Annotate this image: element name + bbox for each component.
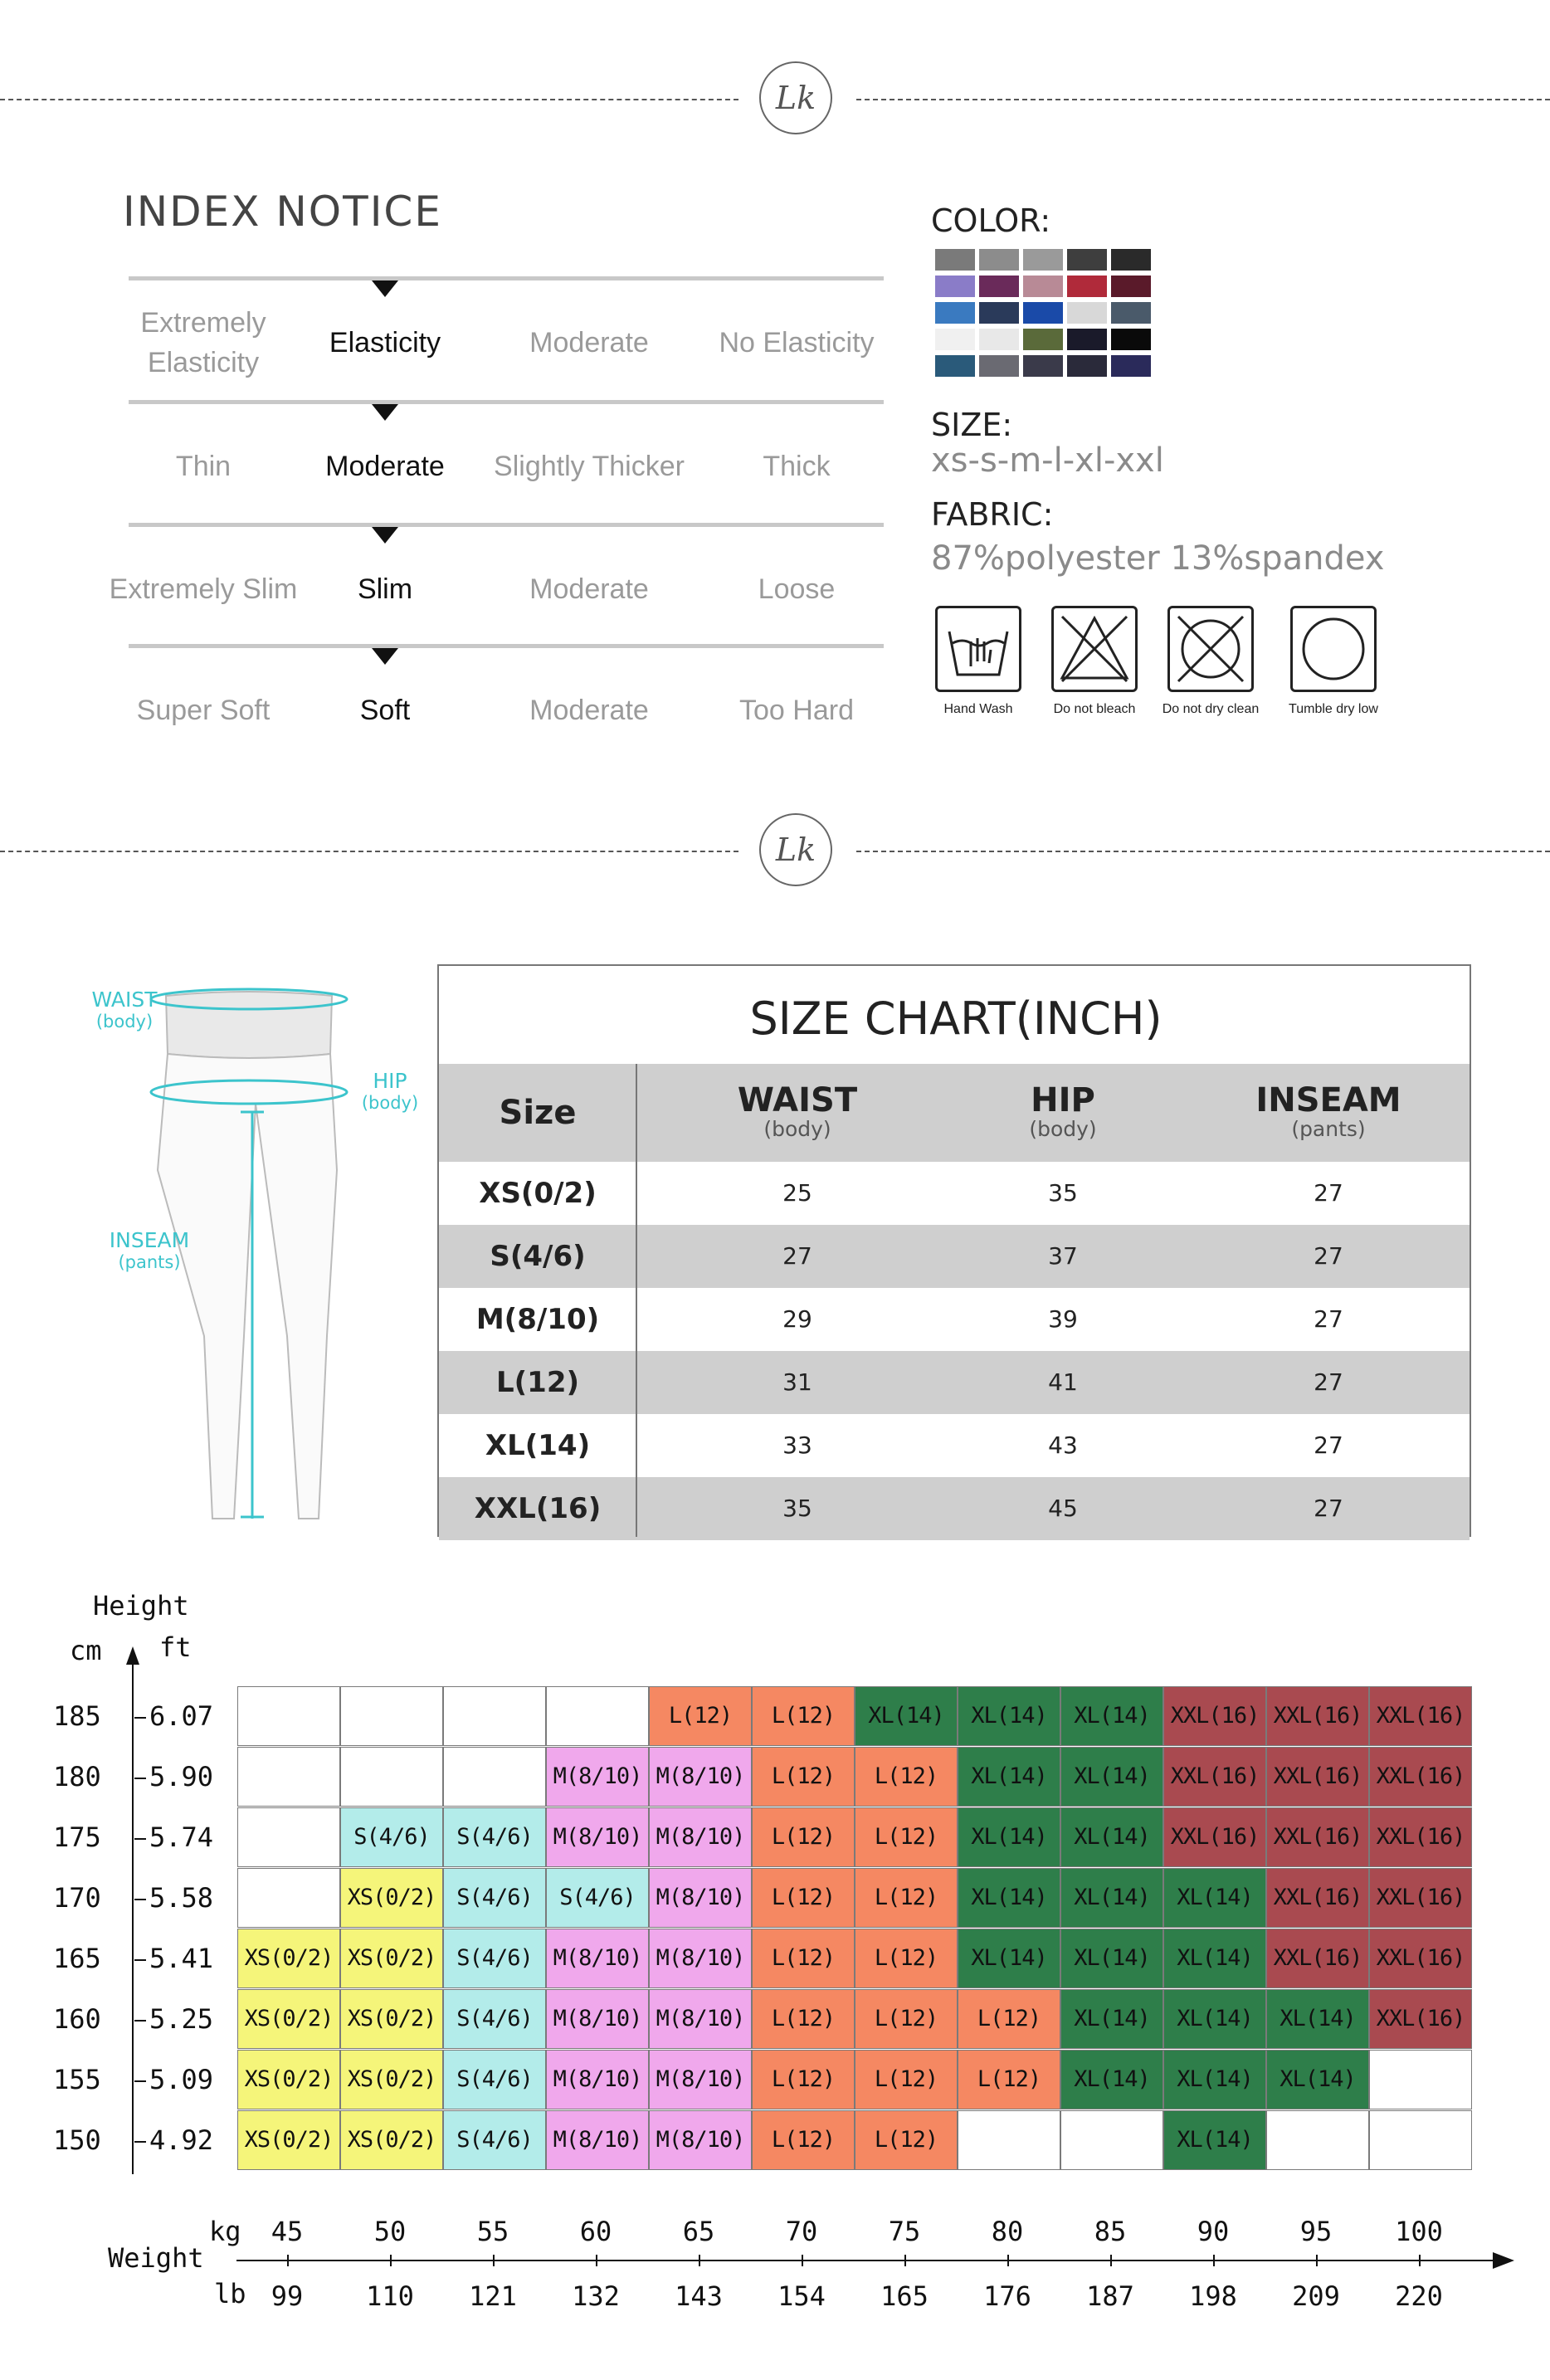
divider-right-2 xyxy=(856,851,1550,852)
header-size: Size xyxy=(499,1094,577,1132)
fit-cell: M(8/10) xyxy=(649,2050,752,2109)
fit-cell: S(4/6) xyxy=(443,2050,546,2109)
fit-cell: XL(14) xyxy=(1163,1868,1266,1928)
selected-marker-icon xyxy=(372,404,398,421)
fit-cell: XL(14) xyxy=(1163,2110,1266,2170)
weight-tick-mark xyxy=(596,2255,597,2266)
fit-cell: S(4/6) xyxy=(443,2110,546,2170)
fit-cell: XL(14) xyxy=(1060,1989,1163,2049)
care-label-3: Tumble dry low xyxy=(1289,702,1378,716)
height-tick-mark xyxy=(134,2141,146,2143)
color-swatch[interactable] xyxy=(935,276,975,297)
fit-cell: XL(14) xyxy=(1163,1989,1266,2049)
fit-cell: L(12) xyxy=(752,1807,855,1867)
waist-cell: 25 xyxy=(782,1179,812,1207)
fit-cell xyxy=(1369,2050,1472,2109)
size-cell: S(4/6) xyxy=(490,1240,586,1273)
fit-cell: L(12) xyxy=(855,1868,958,1928)
brand-logo: Lk xyxy=(759,61,832,134)
weight-kg-tick: 90 xyxy=(1197,2216,1230,2247)
weight-tick-mark xyxy=(1213,2255,1215,2266)
fit-cell xyxy=(237,1807,340,1867)
index-option: Moderate xyxy=(529,327,649,358)
fit-cell: XS(0/2) xyxy=(237,2110,340,2170)
ft-label: ft xyxy=(159,1631,192,1663)
fit-cell: M(8/10) xyxy=(546,1747,649,1807)
waist-cell: 35 xyxy=(782,1495,812,1522)
index-row-line xyxy=(129,523,884,527)
fit-cell: L(12) xyxy=(855,1807,958,1867)
size-chart-header xyxy=(439,1064,1470,1162)
color-swatch[interactable] xyxy=(1023,355,1063,377)
weight-lb-tick: 165 xyxy=(880,2280,929,2312)
color-swatch[interactable] xyxy=(1067,355,1107,377)
height-axis-label: Height xyxy=(93,1590,189,1622)
fit-cell: L(12) xyxy=(958,1989,1060,2049)
inseam-cell: 27 xyxy=(1314,1179,1343,1207)
fit-cell xyxy=(958,2110,1060,2170)
weight-kg-tick: 75 xyxy=(888,2216,921,2247)
do-not-dry-clean-icon xyxy=(1167,606,1254,692)
weight-kg-tick: 70 xyxy=(785,2216,818,2247)
fit-cell: XL(14) xyxy=(1060,1686,1163,1746)
fit-cell: XXL(16) xyxy=(1163,1747,1266,1807)
fit-cell xyxy=(237,1747,340,1807)
color-swatch[interactable] xyxy=(935,355,975,377)
fit-cell: L(12) xyxy=(855,1929,958,1988)
size-chart-row xyxy=(439,1162,1470,1225)
fit-cell: L(12) xyxy=(855,2110,958,2170)
brand-logo-2: Lk xyxy=(759,813,832,886)
fit-cell: M(8/10) xyxy=(649,1747,752,1807)
fit-cell: XXL(16) xyxy=(1163,1807,1266,1867)
hip-cell: 35 xyxy=(1048,1179,1078,1207)
fit-cell: XL(14) xyxy=(958,1868,1060,1928)
divider-left-2 xyxy=(0,851,738,852)
weight-lb-tick: 154 xyxy=(777,2280,826,2312)
size-chart-row xyxy=(439,1288,1470,1351)
color-swatch[interactable] xyxy=(1067,249,1107,271)
cm-label: cm xyxy=(70,1635,102,1666)
index-notice-title: INDEX NOTICE xyxy=(123,188,442,236)
index-option: Slightly Thicker xyxy=(494,451,685,482)
fit-cell: M(8/10) xyxy=(546,2050,649,2109)
fit-cell: XS(0/2) xyxy=(237,1929,340,1988)
fit-cell: XL(14) xyxy=(958,1807,1060,1867)
fit-cell: XXL(16) xyxy=(1369,1989,1472,2049)
color-swatch[interactable] xyxy=(935,329,975,350)
selected-marker-icon xyxy=(372,527,398,544)
weight-lb-tick: 220 xyxy=(1395,2280,1443,2312)
fit-cell: L(12) xyxy=(855,2050,958,2109)
fit-cell: XXL(16) xyxy=(1163,1686,1266,1746)
fit-cell: M(8/10) xyxy=(546,1989,649,2049)
height-cm-tick: 185 xyxy=(53,1700,101,1732)
fit-cell: XXL(16) xyxy=(1369,1929,1472,1988)
weight-lb-tick: 99 xyxy=(271,2280,304,2312)
height-cm-tick: 160 xyxy=(53,2002,101,2035)
weight-tick-mark xyxy=(1316,2255,1318,2266)
inseam-cell: 27 xyxy=(1314,1368,1343,1396)
inseam-cell: 27 xyxy=(1314,1431,1343,1459)
weight-tick-mark xyxy=(287,2255,289,2266)
height-ft-tick: 5.90 xyxy=(149,1760,214,1792)
color-swatch[interactable] xyxy=(979,302,1019,324)
fit-cell: XS(0/2) xyxy=(340,1989,443,2049)
fit-cell xyxy=(443,1747,546,1807)
fit-cell: M(8/10) xyxy=(546,1807,649,1867)
size-chart-row xyxy=(439,1477,1470,1540)
selected-marker-icon xyxy=(372,648,398,665)
fit-cell xyxy=(1369,2110,1472,2170)
fit-cell: XL(14) xyxy=(1266,1989,1369,2049)
color-swatch[interactable] xyxy=(1023,276,1063,297)
fit-cell: XXL(16) xyxy=(1266,1807,1369,1867)
weight-kg-tick: 50 xyxy=(373,2216,407,2247)
weight-axis xyxy=(236,2249,1518,2274)
color-swatch[interactable] xyxy=(1023,329,1063,350)
fit-cell: XL(14) xyxy=(1163,2050,1266,2109)
size-label: SIZE: xyxy=(931,407,1013,443)
waist-cell: 33 xyxy=(782,1431,812,1459)
size-chart-row xyxy=(439,1225,1470,1288)
color-swatch[interactable] xyxy=(935,249,975,271)
index-option: Extremely Slim xyxy=(109,573,298,605)
height-ft-tick: 5.09 xyxy=(149,2063,214,2095)
fit-cell: M(8/10) xyxy=(649,1929,752,1988)
weight-tick-mark xyxy=(1007,2255,1009,2266)
fit-cell: L(12) xyxy=(752,1868,855,1928)
fit-cell: S(4/6) xyxy=(443,1989,546,2049)
index-option: Too Hard xyxy=(739,695,854,726)
height-ft-tick: 5.74 xyxy=(149,1821,214,1853)
fit-cell: XXL(16) xyxy=(1266,1747,1369,1807)
weight-kg-tick: 60 xyxy=(579,2216,612,2247)
weight-kg-tick: 100 xyxy=(1395,2216,1443,2247)
index-option: Thick xyxy=(763,451,831,482)
color-swatch[interactable] xyxy=(979,329,1019,350)
weight-tick-mark xyxy=(1110,2255,1112,2266)
fit-cell: XXL(16) xyxy=(1266,1868,1369,1928)
fit-cell: S(4/6) xyxy=(546,1868,649,1928)
waist-cell: 31 xyxy=(782,1368,812,1396)
weight-lb-tick: 121 xyxy=(469,2280,517,2312)
weight-kg-tick: 45 xyxy=(271,2216,304,2247)
kg-label: kg xyxy=(209,2216,241,2247)
fit-cell: L(12) xyxy=(752,2050,855,2109)
fit-cell: L(12) xyxy=(752,1929,855,1988)
fit-cell: L(12) xyxy=(958,2050,1060,2109)
height-cm-tick: 165 xyxy=(53,1942,101,1974)
fit-cell: XL(14) xyxy=(1060,1929,1163,1988)
index-option: Moderate xyxy=(529,695,649,726)
weight-kg-tick: 65 xyxy=(682,2216,715,2247)
color-swatch[interactable] xyxy=(1111,249,1151,271)
inseam-label: INSEAM (pants) xyxy=(109,1228,190,1272)
color-swatch[interactable] xyxy=(1111,329,1151,350)
fit-cell: M(8/10) xyxy=(546,1929,649,1988)
waist-label: WAIST (body) xyxy=(91,988,158,1031)
care-label-1: Do not bleach xyxy=(1053,702,1136,716)
fit-cell: XL(14) xyxy=(958,1929,1060,1988)
care-label-0: Hand Wash xyxy=(943,702,1013,716)
fit-cell xyxy=(237,1868,340,1928)
size-cell: XXL(16) xyxy=(474,1492,602,1525)
header-waist: WAIST (body) xyxy=(737,1081,858,1141)
fit-cell: XS(0/2) xyxy=(237,2050,340,2109)
weight-kg-tick: 85 xyxy=(1094,2216,1127,2247)
height-tick-mark xyxy=(134,1717,146,1719)
weight-tick-mark xyxy=(1419,2255,1421,2266)
care-label-2: Do not dry clean xyxy=(1162,702,1260,716)
height-tick-mark xyxy=(134,2020,146,2022)
color-label: COLOR: xyxy=(931,202,1051,239)
weight-lb-tick: 187 xyxy=(1086,2280,1134,2312)
fabric-value: 87%polyester 13%spandex xyxy=(931,539,1385,578)
fit-cell: XL(14) xyxy=(1060,1868,1163,1928)
height-cm-tick: 155 xyxy=(53,2063,101,2095)
height-ft-tick: 4.92 xyxy=(149,2124,214,2156)
height-tick-mark xyxy=(134,1959,146,1961)
weight-lb-tick: 143 xyxy=(675,2280,723,2312)
index-option: Soft xyxy=(359,695,411,726)
height-tick-mark xyxy=(134,1838,146,1840)
fit-cell: XXL(16) xyxy=(1369,1868,1472,1928)
fit-cell xyxy=(1060,2110,1163,2170)
height-cm-tick: 180 xyxy=(53,1760,101,1792)
fit-cell: XS(0/2) xyxy=(340,1929,443,1988)
size-chart-row xyxy=(439,1414,1470,1477)
hand-wash-icon xyxy=(935,606,1021,692)
index-option: Moderate xyxy=(325,451,445,482)
fit-cell: L(12) xyxy=(649,1686,752,1746)
fit-cell: XS(0/2) xyxy=(340,1868,443,1928)
fit-cell: M(8/10) xyxy=(649,1989,752,2049)
color-swatch[interactable] xyxy=(979,276,1019,297)
index-option: Moderate xyxy=(529,573,649,605)
fit-cell: L(12) xyxy=(752,1989,855,2049)
weight-tick-mark xyxy=(390,2255,392,2266)
size-chart-title: SIZE CHART(INCH) xyxy=(749,992,1162,1045)
fit-cell: L(12) xyxy=(752,2110,855,2170)
divider-right xyxy=(856,99,1550,100)
color-swatch[interactable] xyxy=(1111,355,1151,377)
color-swatch[interactable] xyxy=(979,249,1019,271)
hip-cell: 39 xyxy=(1048,1305,1078,1333)
weight-tick-mark xyxy=(493,2255,495,2266)
fit-cell: XL(14) xyxy=(1060,1747,1163,1807)
fit-cell: S(4/6) xyxy=(443,1929,546,1988)
weight-kg-tick: 80 xyxy=(991,2216,1024,2247)
fit-cell: S(4/6) xyxy=(340,1807,443,1867)
size-cell: M(8/10) xyxy=(475,1303,600,1336)
fit-cell: XS(0/2) xyxy=(340,2110,443,2170)
color-swatch[interactable] xyxy=(1067,302,1107,324)
size-value: xs-s-m-l-xl-xxl xyxy=(931,441,1164,480)
hip-cell: 45 xyxy=(1048,1495,1078,1522)
fit-cell: S(4/6) xyxy=(443,1868,546,1928)
fit-cell: XXL(16) xyxy=(1369,1686,1472,1746)
fit-cell: XL(14) xyxy=(958,1747,1060,1807)
color-swatch[interactable] xyxy=(935,302,975,324)
fit-cell: M(8/10) xyxy=(546,2110,649,2170)
index-option: Elasticity xyxy=(329,327,441,358)
index-option: No Elasticity xyxy=(719,327,875,358)
color-swatch[interactable] xyxy=(1111,276,1151,297)
weight-lb-tick: 198 xyxy=(1189,2280,1237,2312)
fit-cell xyxy=(546,1686,649,1746)
index-option: Loose xyxy=(758,573,836,605)
color-swatch[interactable] xyxy=(1067,329,1107,350)
fit-cell xyxy=(340,1747,443,1807)
height-tick-mark xyxy=(134,1778,146,1779)
size-chart-row xyxy=(439,1351,1470,1414)
height-tick-mark xyxy=(134,2080,146,2082)
height-ft-tick: 5.58 xyxy=(149,1881,214,1914)
size-cell: L(12) xyxy=(495,1366,580,1399)
fit-cell xyxy=(237,1686,340,1746)
weight-tick-mark xyxy=(802,2255,803,2266)
color-swatch[interactable] xyxy=(1023,302,1063,324)
fit-cell: XL(14) xyxy=(1163,1929,1266,1988)
selected-marker-icon xyxy=(372,280,398,297)
fit-cell: L(12) xyxy=(752,1686,855,1746)
fit-cell: XS(0/2) xyxy=(237,1989,340,2049)
fit-cell: XXL(16) xyxy=(1266,1929,1369,1988)
fit-cell: XXL(16) xyxy=(1266,1686,1369,1746)
size-chart-divider xyxy=(636,1064,637,1537)
height-cm-tick: 175 xyxy=(53,1821,101,1853)
height-axis xyxy=(124,1643,141,2174)
header-inseam: INSEAM (pants) xyxy=(1255,1081,1401,1141)
color-swatch[interactable] xyxy=(1067,276,1107,297)
fit-cell: XL(14) xyxy=(1060,1807,1163,1867)
lb-label: lb xyxy=(214,2278,246,2309)
height-cm-tick: 150 xyxy=(53,2124,101,2156)
fit-cell: XS(0/2) xyxy=(340,2050,443,2109)
hip-cell: 43 xyxy=(1048,1431,1078,1459)
inseam-cell: 27 xyxy=(1314,1305,1343,1333)
index-option: Slim xyxy=(357,573,413,605)
fit-cell: XL(14) xyxy=(1266,2050,1369,2109)
height-ft-tick: 5.41 xyxy=(149,1942,214,1974)
fit-cell: L(12) xyxy=(752,1747,855,1807)
weight-lb-tick: 176 xyxy=(983,2280,1031,2312)
fit-cell: M(8/10) xyxy=(649,1807,752,1867)
index-row-line xyxy=(129,644,884,648)
size-chart-table xyxy=(437,964,1471,1537)
fit-cell: L(12) xyxy=(855,1989,958,2049)
fit-cell: XL(14) xyxy=(958,1686,1060,1746)
fit-cell xyxy=(340,1686,443,1746)
weight-axis-label: Weight xyxy=(108,2242,204,2274)
fit-cell: XL(14) xyxy=(1060,2050,1163,2109)
fit-cell: XXL(16) xyxy=(1369,1807,1472,1867)
header-hip: HIP (body) xyxy=(1029,1081,1097,1141)
fit-cell: L(12) xyxy=(855,1747,958,1807)
divider-left xyxy=(0,99,738,100)
weight-lb-tick: 209 xyxy=(1292,2280,1340,2312)
height-tick-mark xyxy=(134,1899,146,1900)
waist-cell: 27 xyxy=(782,1242,812,1270)
waist-cell: 29 xyxy=(782,1305,812,1333)
do-not-bleach-icon xyxy=(1051,606,1138,692)
index-option: Extremely Elasticity xyxy=(140,307,266,378)
height-cm-tick: 170 xyxy=(53,1881,101,1914)
weight-tick-mark xyxy=(904,2255,906,2266)
weight-kg-tick: 95 xyxy=(1299,2216,1333,2247)
color-swatch[interactable] xyxy=(1023,249,1063,271)
height-ft-tick: 5.25 xyxy=(149,2002,214,2035)
color-swatch[interactable] xyxy=(979,355,1019,377)
fit-cell xyxy=(443,1686,546,1746)
fit-cell: XXL(16) xyxy=(1369,1747,1472,1807)
hip-cell: 37 xyxy=(1048,1242,1078,1270)
weight-tick-mark xyxy=(699,2255,700,2266)
index-row-line xyxy=(129,276,884,280)
tumble-dry-low-icon xyxy=(1290,606,1377,692)
index-option: Super Soft xyxy=(136,695,271,726)
index-row-line xyxy=(129,400,884,404)
hip-label: HIP (body) xyxy=(361,1069,419,1113)
weight-kg-tick: 55 xyxy=(476,2216,509,2247)
inseam-cell: 27 xyxy=(1314,1242,1343,1270)
fit-cell: XL(14) xyxy=(855,1686,958,1746)
index-option: Thin xyxy=(175,451,232,482)
weight-lb-tick: 110 xyxy=(366,2280,414,2312)
weight-lb-tick: 132 xyxy=(572,2280,620,2312)
fit-cell: M(8/10) xyxy=(649,1868,752,1928)
fit-cell: S(4/6) xyxy=(443,1807,546,1867)
fit-cell: M(8/10) xyxy=(649,2110,752,2170)
fabric-label: FABRIC: xyxy=(931,496,1054,533)
inseam-cell: 27 xyxy=(1314,1495,1343,1522)
size-cell: XL(14) xyxy=(485,1429,591,1462)
color-swatch[interactable] xyxy=(1111,302,1151,324)
size-cell: XS(0/2) xyxy=(479,1177,597,1210)
height-ft-tick: 6.07 xyxy=(149,1700,214,1732)
fit-cell xyxy=(1266,2110,1369,2170)
hip-cell: 41 xyxy=(1048,1368,1078,1396)
